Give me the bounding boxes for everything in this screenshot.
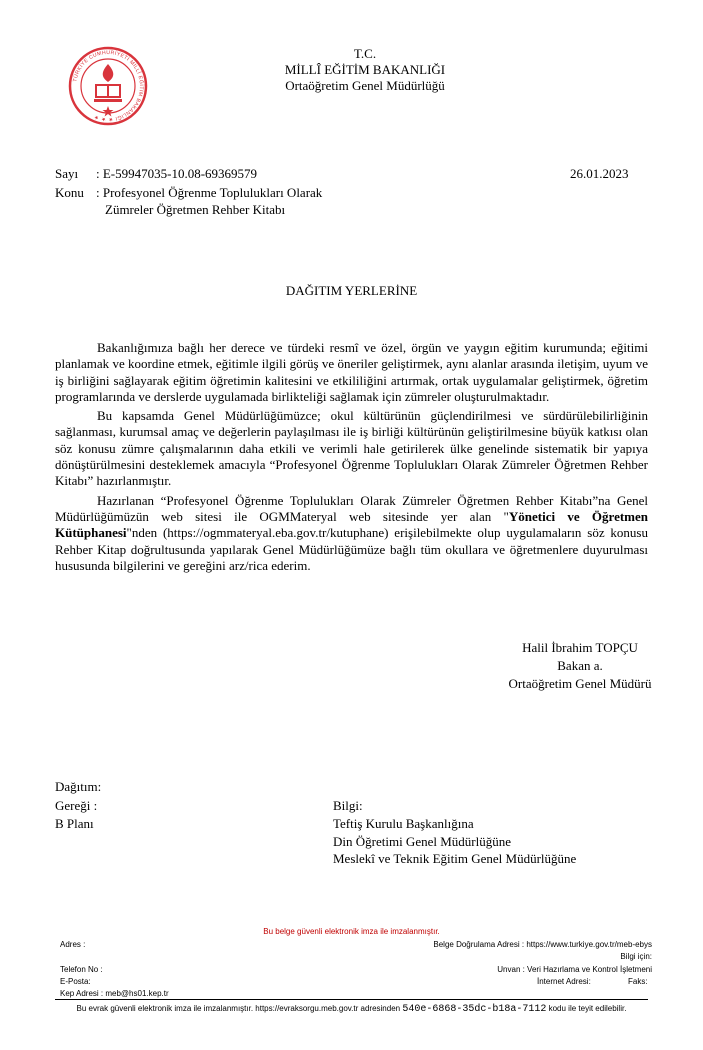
footer-divider: [55, 999, 648, 1000]
addressee: DAĞITIM YERLERİNE: [285, 283, 418, 298]
letterhead-ministry: MİLLÎ EĞİTİM BAKANLIĞI: [284, 62, 446, 77]
svg-text:TÜRKİYE CUMHURİYETİ MİLLÎ EĞİT: TÜRKİYE CUMHURİYETİ MİLLÎ EĞİTİM BAKANLIĞI ★ ★ ★: [72, 49, 145, 123]
letterhead-directorate: Ortaöğretim Genel Müdürlüğü: [285, 78, 445, 93]
konu-value-line2: Zümreler Öğretmen Rehber Kitabı: [105, 202, 286, 217]
footer-title: Unvan : Veri Hazırlama ve Kontrol İşletmeni: [497, 965, 652, 974]
footer-verification-url: Belge Doğrulama Adresi : https://www.turkiye.gov.tr/meb-ebys: [433, 940, 652, 949]
ministry-seal: [68, 46, 148, 126]
konu-value-line1: : Profesyonel Öğrenme Toplulukları Olarak: [96, 185, 323, 200]
signatory-title-2: Ortaöğretim Genel Müdürü: [508, 676, 652, 691]
verify-prefix: Bu evrak güvenli elektronik imza ile imzalanmıştır. https://evraksorgu.meb.gov.tr adresinden: [76, 1004, 401, 1013]
body-paragraph-3-end: "nden (https://ogmmateryal.eba.gov.tr/kutuphane) erişilebilmekte olup uygulamaların söz konusu Rehber Kitap doğrultusunda yapılarak Genel Müdürlüğümüze bağlı tüm okullara ve öğretmenlere duyurulması hususunda bilgilerini ve gereğini arz/rica ederim.: [55, 525, 648, 573]
bilgi-list: [333, 815, 576, 868]
signatory-name: Halil İbrahim TOPÇU: [522, 640, 638, 655]
distribution-heading: Dağıtım:: [55, 779, 102, 794]
letter-body: [55, 340, 648, 577]
verify-suffix: kodu ile teyit edilebilir.: [548, 1004, 627, 1013]
body-paragraph-3: [55, 493, 648, 574]
konu-label: Konu: [55, 185, 84, 200]
footer-phone: Telefon No :: [60, 965, 103, 974]
library-name: Yönetici ve Öğretmen Kütüphanesi: [55, 508, 648, 541]
sayi-value: : E-59947035-10.08-69369579: [96, 166, 258, 181]
letterhead-line-tc: T.C.: [353, 46, 377, 61]
verify-code: 540e-6868-35dc-b18a-7112: [402, 1004, 547, 1015]
bilgi-item: Meslekî ve Teknik Eğitim Genel Müdürlüğüne: [333, 851, 577, 866]
signature-block: [480, 639, 680, 693]
sayi-label: Sayı: [55, 166, 79, 181]
document-date: 26.01.2023: [570, 166, 629, 181]
body-paragraph-1: Bakanlığımıza bağlı her derece ve türdeki resmî ve özel, örgün ve yaygın eğitim kurumunda; eğitimi planlamak ve koordine etmek, eğitimle ilgili görüş ve öneriler geliştirmek, aynı alanlar arasında iletişim, uyum ve iş birliğini sağlayarak eğitim öğretimin kalitesini ve etkililiğini artırmak, ortak uygulamalar geliştirmek, öğretim programlarında ve derslerde uygulamada birlikteliği sağlamak için zümreler oluşturulmaktadır.: [55, 340, 648, 404]
bilgi-item: Teftiş Kurulu Başkanlığına: [333, 816, 474, 831]
esign-notice: Bu belge güvenli elektronik imza ile imzalanmıştır.: [263, 927, 440, 936]
bilgi-label: Bilgi:: [333, 798, 363, 813]
footer-internet: İnternet Adresi:: [537, 977, 591, 986]
footer-fax: Faks:: [628, 977, 648, 986]
footer-info: Bilgi için:: [620, 952, 652, 961]
footer-kep: Kep Adresi : meb@hs01.kep.tr: [60, 989, 169, 998]
body-paragraph-2: Bu kapsamda Genel Müdürlüğümüzce; okul kültürünün güçlendirilmesi ve sürdürülebilirliğinin sağlanması, kurumsal amaç ve değerlerin paylaşılması ile iş birliği kültürünün geliştirilmesine büyük katkısı olan söz konusu zümre çalışmalarının daha etkili ve verimli hale getirilerek ülke genelinde sistematik bir yapıya dönüştürülmesini desteklemek amacıyla “Profesyonel Öğrenme Toplulukları Olarak Zümreler Öğretmen Rehber Kitabı” hazırlanmıştır.: [55, 408, 648, 489]
letterhead: [200, 46, 530, 94]
gerei-item: B Planı: [55, 816, 94, 831]
footer-address: Adres :: [60, 940, 86, 949]
body-paragraph-3-start: Hazırlanan “Profesyonel Öğrenme Toplulukları Olarak Zümreler Öğretmen Rehber Kitabı”na Genel Müdürlüğümüzün web sitesi ile OGMMateryal web sitesinde yer alan ": [55, 492, 648, 524]
footer-email: E-Posta:: [60, 977, 91, 986]
footer-verify-line: [55, 1004, 648, 1015]
gerei-label: Gereği :: [55, 798, 98, 813]
bilgi-item: Din Öğretimi Genel Müdürlüğüne: [333, 833, 511, 849]
signatory-title-1: Bakan a.: [557, 658, 603, 673]
